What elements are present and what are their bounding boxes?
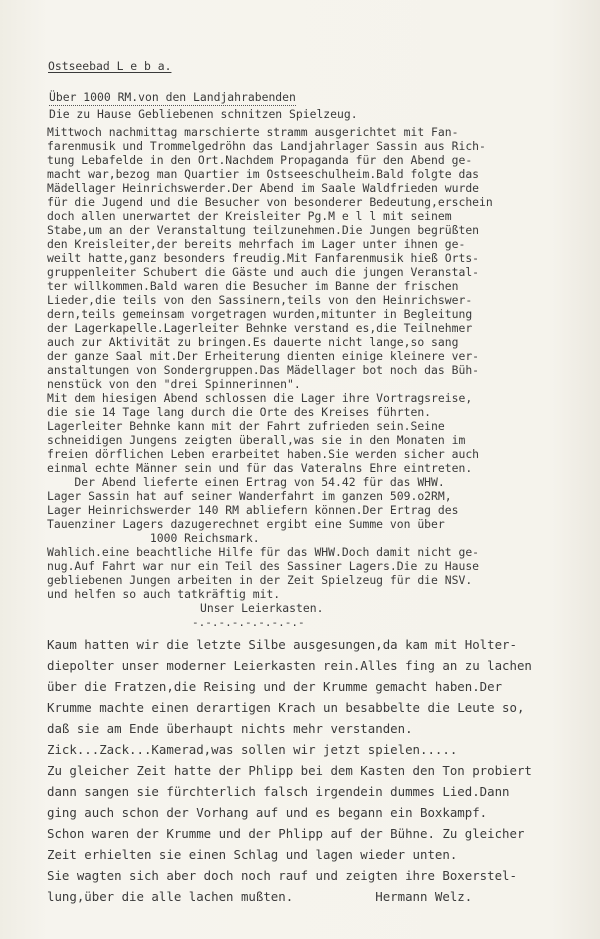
text-line: Tauenziner Lagers dazugerechnet ergibt eine Summe von über (47, 517, 445, 531)
document-heading: Ostseebad L e b a. (48, 59, 172, 73)
text-line: nenstück von den "drei Spinnerinnen". (47, 377, 301, 391)
text-line: Schon waren der Krumme und der Phlipp auf der Bühne. Zu gleicher (47, 826, 525, 841)
text-line: Mädellager Heinrichswerder.Der Abend im Saale Waldfrieden wurde (47, 181, 480, 195)
text-line: Zu gleicher Zeit hatte der Phlipp bei dem Kasten den Ton probiert (47, 763, 532, 778)
text-line: Der Abend lieferte einen Ertrag von 54.42 für das WHW. (47, 475, 445, 489)
text-line: Kaum hatten wir die letzte Silbe ausgesungen,da kam mit Holter- (47, 637, 517, 652)
text-line: Mit dem hiesigen Abend schlossen die Lager ihre Vortragsreise, (47, 391, 473, 405)
text-line: 1000 Reichsmark. (47, 531, 260, 545)
text-line: Stabe,um an der Veranstaltung teilzunehmen.Die Jungen begrüßten (47, 223, 480, 237)
text-line: gruppenleiter Schubert die Gäste und auch die jungen Veranstal- (47, 265, 480, 279)
text-line: ter willkommen.Bald waren die Besucher im Banne der frischen (47, 279, 459, 293)
section-ornament: -.-.-.-.-.-.-.-.- (192, 616, 305, 629)
text-line: anstaltungen von Sondergruppen.Das Mädellager bot noch das Büh- (47, 363, 480, 377)
text-line: über die Fratzen,die Reising und der Krumme gemacht haben.Der (47, 679, 503, 694)
text-line: auch zur Aktivität zu bringen.Es dauerte nicht lange,so sang (47, 335, 459, 349)
text-line: Lieder,die teils von den Sassinern,teils von den Heinrichswer- (47, 293, 473, 307)
section-title: Unser Leierkasten. (200, 601, 324, 615)
text-line: Zick...Zack...Kamerad,was sollen wir jetzt spielen..... (47, 742, 458, 757)
text-line: tung Lebafelde in den Ort.Nachdem Propaganda für den Abend ge- (47, 153, 473, 167)
text-line: freien dörflichen Leben erarbeitet haben.Sie werden sicher auch (47, 447, 480, 461)
text-line: und helfen so auch tatkräftig mit. (47, 587, 281, 601)
text-line: gebliebenen Jungen arbeiten in der Zeit Spielzeug für die NSV. (47, 573, 473, 587)
text-line: Sie wagten sich aber doch noch rauf und zeigten ihre Boxerstel- (47, 868, 517, 883)
text-line: macht war,bezog man Quartier im Ostseeschulheim.Bald folgte das (47, 167, 480, 181)
text-line: dann sangen sie fürchterlich falsch irgendein dummes Lied.Dann (47, 784, 510, 799)
text-line: ging auch schon der Vorhang auf und es begann ein Boxkampf. (47, 805, 488, 820)
text-line: Lagerleiter Behnke kann mit der Fahrt zufrieden sein.Seine (47, 419, 445, 433)
article-subheading-1: Über 1000 RM.von den Landjahrabenden (49, 90, 296, 104)
text-line: diepolter unser moderner Leierkasten rein.Alles fing an zu lachen (47, 658, 532, 673)
text-line: lung,über die alle lachen mußten. Hermann Welz. (47, 889, 473, 904)
text-line: dern,teils gemeinsam vorgetragen wurden,mitunter in Begleitung (47, 307, 473, 321)
text-line: doch allen unerwartet der Kreisleiter Pg.M e l l mit seinem (47, 209, 452, 223)
text-line: Lager Sassin hat auf seiner Wanderfahrt im ganzen 509.o2RM, (47, 489, 452, 503)
text-line: nug.Auf Fahrt war nur ein Teil des Sassiner Lagers.Die zu Hause (47, 559, 480, 573)
text-line: der ganze Saal mit.Der Erheiterung dienten einige kleinere ver- (47, 349, 480, 363)
text-line: Lager Heinrichswerder 140 RM abliefern können.Der Ertrag des (47, 503, 459, 517)
text-line: weilt hatte,ganz besonders freudig.Mit Fanfarenmusik hieß Orts- (47, 251, 480, 265)
text-line: Wahlich.eine beachtliche Hilfe für das WHW.Doch damit nicht ge- (47, 545, 480, 559)
text-line: Mittwoch nachmittag marschierte stramm ausgerichtet mit Fan- (47, 125, 459, 139)
article-subheading-2: Die zu Hause Gebliebenen schnitzen Spielzeug. (49, 107, 358, 121)
text-line: Zeit erhielten sie einen Schlag und lagen wieder unten. (47, 847, 458, 862)
text-line: farenmusik und Trommelgedröhn das Landjahrlager Sassin aus Rich- (47, 139, 486, 153)
text-line: für die Jugend und die Besucher von besonderer Bedeutung,erschein (47, 195, 493, 209)
text-line: die sie 14 Tage lang durch die Orte des Kreises führten. (47, 405, 432, 419)
text-line: schneidigen Jungens zeigten überall,was sie in den Monaten im (47, 433, 466, 447)
text-line: der Lagerkapelle.Lagerleiter Behnke verstand es,die Teilnehmer (47, 321, 473, 335)
text-line: einmal echte Männer sein und für das Vateralns Ehre eintreten. (47, 461, 473, 475)
text-line: daß sie am Ende überhaupt nichts mehr verstanden. (47, 721, 413, 736)
text-line: den Kreisleiter,der bereits mehrfach im Lager unter ihnen ge- (47, 237, 466, 251)
text-line: Krumme machte einen derartigen Krach un besabbelte die Leute so, (47, 700, 525, 715)
